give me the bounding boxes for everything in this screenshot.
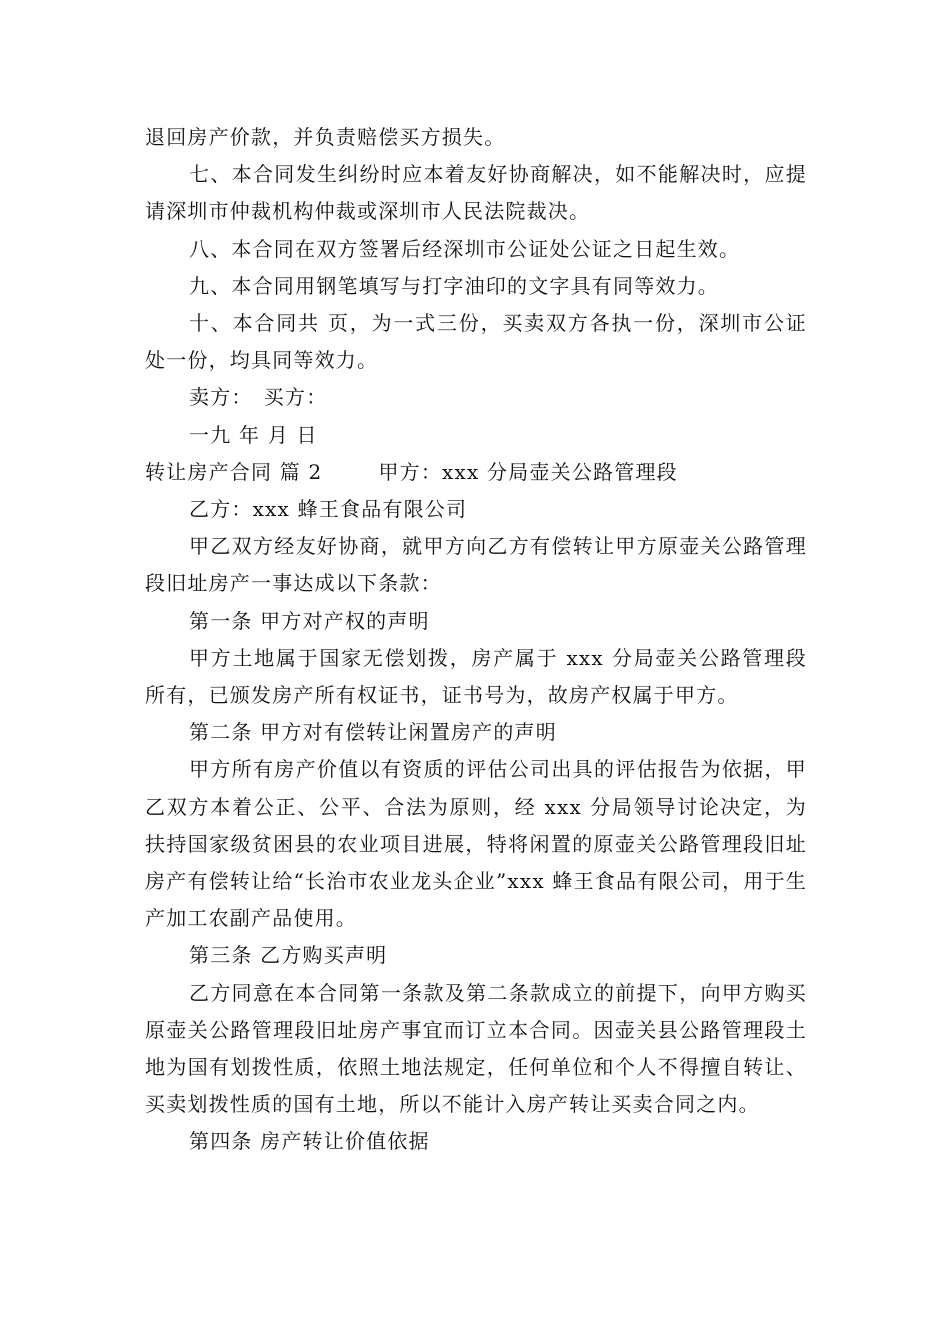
contract-2-heading: 转让房产合同 篇 2: [145, 459, 323, 484]
contract-2-header-line: [145, 454, 807, 491]
date-line: 一九 年 月 日: [189, 422, 318, 447]
party-b: 乙方：xxx 蜂王食品有限公司: [189, 497, 468, 522]
article-1-title: 第一条 甲方对产权的声明: [189, 608, 430, 633]
article-3-body: 乙方同意在本合同第一条款及第二条款成立的前提下，向甲方购买原壶关公路管理段旧址房产事宜而订立本合同。因壶关县公路管理段土地为国有划拨性质，依照土地法规定，任何单位和个人不得擅自转让、买卖划拨性质的国有土地，所以不能计入房产转让买卖合同之内。: [145, 980, 807, 1117]
clause-7: 七、本合同发生纠纷时应本着友好协商解决，如不能解决时，应提请深圳市仲裁机构仲裁或深圳市人民法院裁决。: [145, 162, 807, 224]
intro-paragraph: 甲乙双方经友好协商，就甲方向乙方有偿转让甲方原壶关公路管理段旧址房产一事达成以下条款：: [145, 534, 807, 596]
clause-8: 八、本合同在双方签署后经深圳市公证处公证之日起生效。: [189, 236, 741, 261]
article-4-title: 第四条 房产转让价值依据: [189, 1129, 430, 1154]
contract-text: [145, 119, 807, 1161]
paragraph-refund: 退回房产价款，并负责赔偿买方损失。: [145, 125, 506, 149]
article-3-title: 第三条 乙方购买声明: [189, 943, 388, 968]
signature-line: 卖方： 买方：: [189, 385, 328, 410]
article-1-body: 甲方土地属于国家无偿划拨，房产属于 xxx 分局壶关公路管理段所有，已颁发房产所有权证书，证书号为，故房产权属于甲方。: [145, 645, 807, 708]
article-2-body: 甲方所有房产价值以有资质的评估公司出具的评估报告为依据，甲乙双方本着公正、公平、合法为原则，经 xxx 分局领导讨论决定，为扶持国家级贫困县的农业项目进展，特将闲置的原壶关公路管理段旧址房产有偿转让给“长治市农业龙头企业”xxx 蜂王食品有限公司，用于生产加工农副产品使用。: [145, 757, 807, 931]
party-a: 甲方：xxx 分局壶关公路管理段: [378, 459, 678, 484]
article-2-title: 第二条 甲方对有偿转让闲置房产的声明: [189, 720, 557, 745]
clause-9: 九、本合同用钢笔填写与打字油印的文字具有同等效力。: [189, 273, 719, 298]
clause-10: 十、本合同共 页，为一式三份，买卖双方各执一份，深圳市公证处一份，均具同等效力。: [145, 311, 807, 373]
